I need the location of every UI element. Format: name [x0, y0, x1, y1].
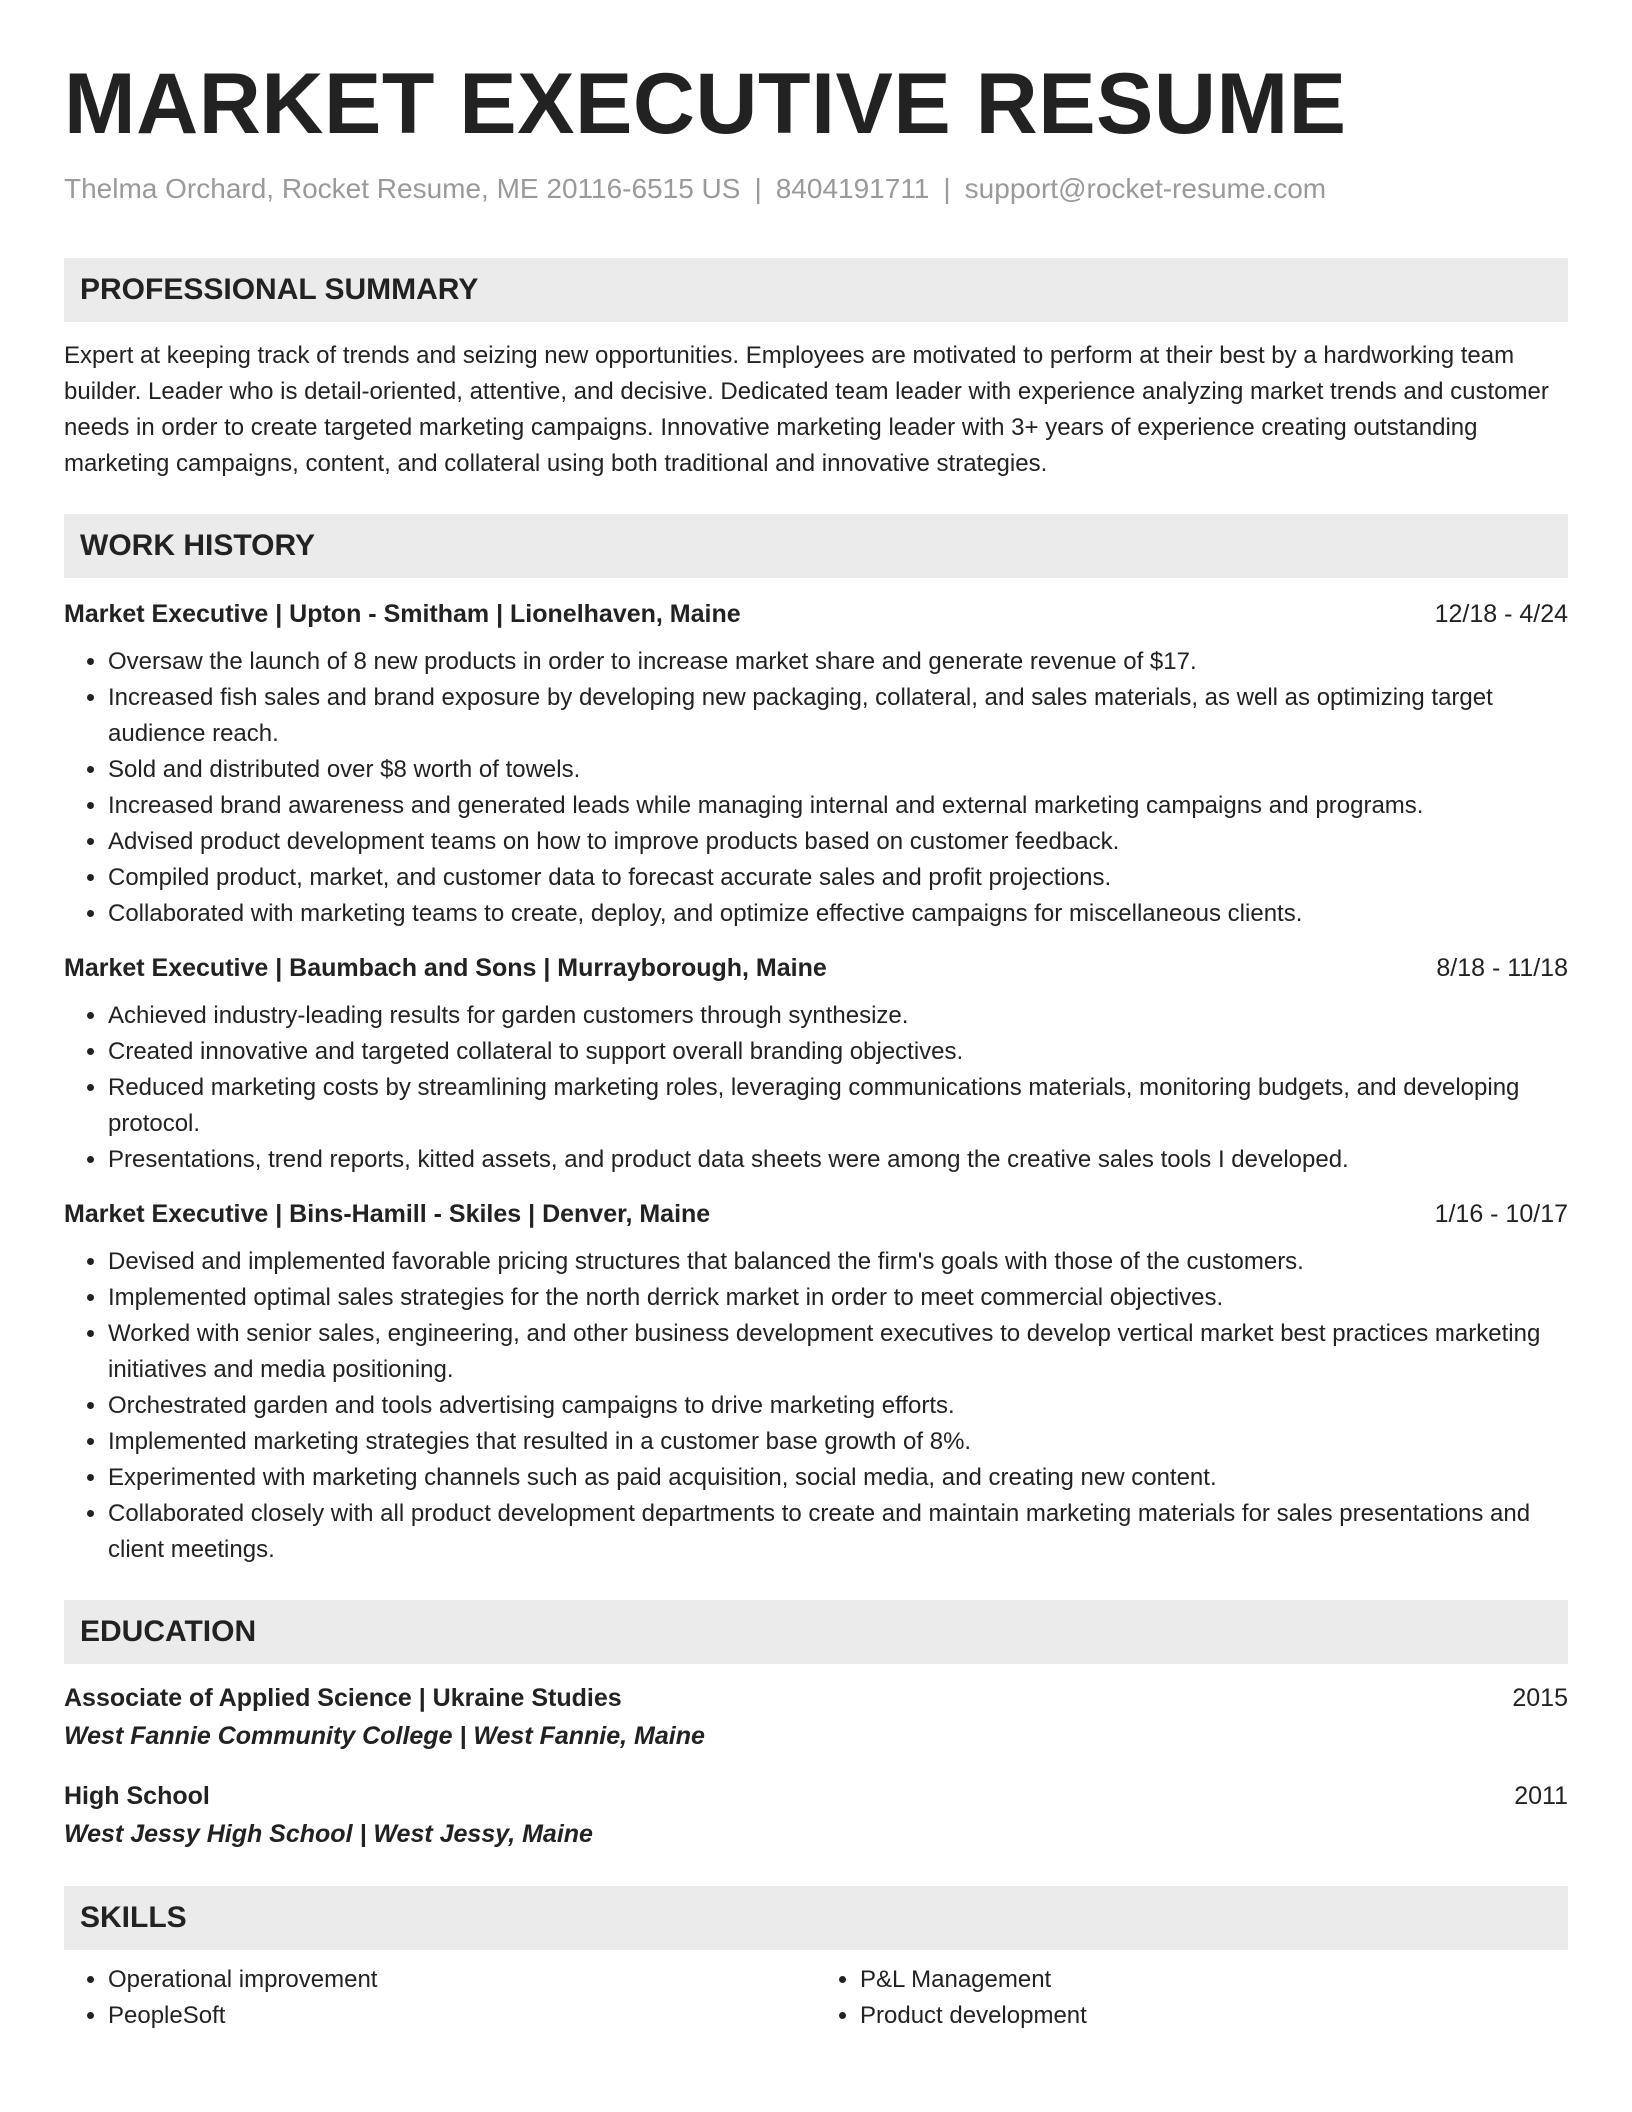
job-bullet: • Collaborated closely with all product development departments to create and maintain marketing materials for sales presentations and client meetings.: [108, 1496, 1568, 1568]
job-bullet: • Devised and implemented favorable pricing structures that balanced the firm's goals with those of the customers.: [108, 1244, 1568, 1280]
skill-item: • PeopleSoft: [108, 1998, 816, 2034]
contact-address: Thelma Orchard, Rocket Resume, ME 20116-6515 US: [64, 173, 741, 204]
education-degree: Associate of Applied Science | Ukraine Studies: [64, 1684, 622, 1712]
education-school: West Jessy High School | West Jessy, Maine: [64, 1820, 593, 1848]
summary-text: Expert at keeping track of trends and seizing new opportunities. Employees are motivated to perform at their best by a hardworking team builder. Leader who is detail-oriented, attentive, and decisive. Dedicated team leader with experience analyzing market trends and customer needs in order to create targeted marketing campaigns. Innovative marketing leader with 3+ years of experience creating outstanding marketing campaigns, content, and collateral using both traditional and innovative strategies.: [64, 342, 1549, 477]
job-bullets: [64, 1244, 1568, 1568]
education-school: West Fannie Community College | West Fannie, Maine: [64, 1722, 705, 1750]
job-bullet: • Implemented marketing strategies that resulted in a customer base growth of 8%.: [108, 1424, 1568, 1460]
skill-item: • Operational improvement: [108, 1962, 816, 1998]
skills-column-right: [816, 1962, 1568, 2034]
resume-title: MARKET EXECUTIVE RESUME: [64, 56, 1347, 152]
skills-column-left: [64, 1962, 816, 2034]
contact-separator: |: [943, 173, 951, 204]
skill-item: • P&L Management: [860, 1962, 1568, 1998]
education-entry: [64, 1680, 1568, 1756]
job-dates: 8/18 - 11/18: [1436, 954, 1568, 982]
job-bullet: • Worked with senior sales, engineering, and other business development executives to develop vertical market best practices marketing initiatives and media positioning.: [108, 1316, 1568, 1388]
job-bullet: • Compiled product, market, and customer data to forecast accurate sales and profit projections.: [108, 860, 1568, 896]
job-bullet: • Collaborated with marketing teams to create, deploy, and optimize effective campaigns for miscellaneous clients.: [108, 896, 1568, 932]
job-bullet: • Orchestrated garden and tools advertising campaigns to drive marketing efforts.: [108, 1388, 1568, 1424]
education-year: 2015: [1512, 1684, 1568, 1712]
section-header-skills: SKILLS: [64, 1886, 1568, 1950]
job-title: Market Executive | Baumbach and Sons | Murrayborough, Maine: [64, 954, 827, 982]
skill-item: • Product development: [860, 1998, 1568, 2034]
job-bullet: • Increased brand awareness and generated leads while managing internal and external marketing campaigns and programs.: [108, 788, 1568, 824]
job-bullet: • Created innovative and targeted collateral to support overall branding objectives.: [108, 1034, 1568, 1070]
job-entry: [64, 1196, 1568, 1568]
job-bullets: [64, 644, 1568, 932]
contact-email: support@rocket-resume.com: [964, 173, 1327, 204]
job-dates: 12/18 - 4/24: [1434, 600, 1568, 628]
section-header-work-history: WORK HISTORY: [64, 514, 1568, 578]
job-bullet: • Experimented with marketing channels such as paid acquisition, social media, and creating new content.: [108, 1460, 1568, 1496]
section-header-education: EDUCATION: [64, 1600, 1568, 1664]
job-bullet: • Advised product development teams on how to improve products based on customer feedback.: [108, 824, 1568, 860]
job-bullet: • Presentations, trend reports, kitted assets, and product data sheets were among the creative sales tools I developed.: [108, 1142, 1568, 1178]
job-bullet: • Reduced marketing costs by streamlining marketing roles, leveraging communications materials, monitoring budgets, and developing protocol.: [108, 1070, 1568, 1142]
job-bullets: [64, 998, 1568, 1178]
job-title: Market Executive | Bins-Hamill - Skiles | Denver, Maine: [64, 1200, 711, 1228]
job-bullet: • Oversaw the launch of 8 new products in order to increase market share and generate revenue of $17.: [108, 644, 1568, 680]
job-bullet: • Sold and distributed over $8 worth of towels.: [108, 752, 1568, 788]
job-dates: 1/16 - 10/17: [1434, 1200, 1568, 1228]
education-year: 2011: [1514, 1782, 1568, 1810]
job-entry: [64, 950, 1568, 1178]
job-bullet: • Achieved industry-leading results for garden customers through synthesize.: [108, 998, 1568, 1034]
contact-separator: |: [754, 173, 762, 204]
section-header-summary: PROFESSIONAL SUMMARY: [64, 258, 1568, 322]
contact-phone: 8404191711: [775, 173, 930, 204]
job-title: Market Executive | Upton - Smitham | Lionelhaven, Maine: [64, 600, 741, 628]
education-degree: High School: [64, 1782, 210, 1810]
job-bullet: • Implemented optimal sales strategies for the north derrick market in order to meet commercial objectives.: [108, 1280, 1568, 1316]
education-entry: [64, 1778, 1568, 1854]
skills-list: [64, 1962, 1568, 2034]
job-bullet: • Increased fish sales and brand exposure by developing new packaging, collateral, and sales materials, as well as optimizing target audience reach.: [108, 680, 1568, 752]
contact-line: [64, 172, 1568, 206]
job-entry: [64, 596, 1568, 932]
